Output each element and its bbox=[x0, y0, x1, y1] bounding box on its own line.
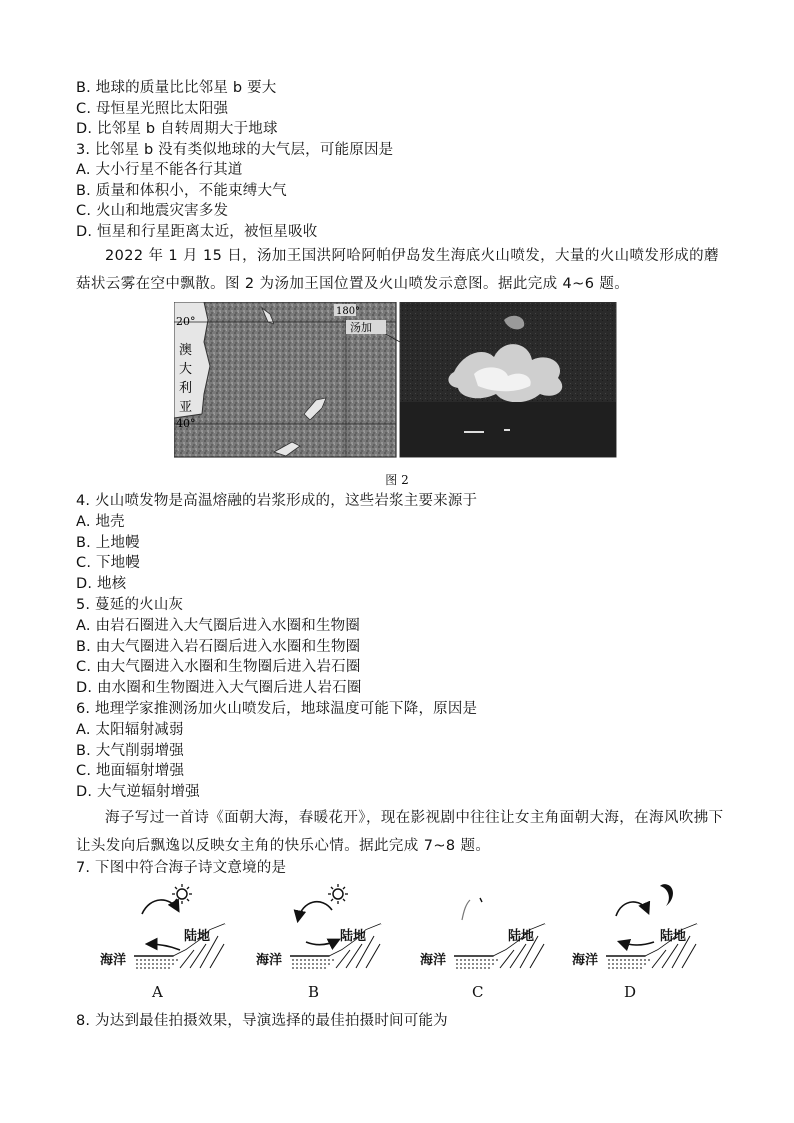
diagram-d-letter: D bbox=[624, 983, 637, 1001]
q4-option-c: C. 下地幔 bbox=[76, 555, 141, 571]
passage-volcano: 2022 年 1 月 15 日，汤加王国洪阿哈阿帕伊岛发生海底火山喷发，大量的火山喷发形成的蘑菇状云雾在空中飘散。图 2 为汤加王国位置及火山喷发示意图。据此完成 4~6 题。 bbox=[76, 248, 719, 292]
moon-icon bbox=[660, 884, 673, 906]
diagram-b-land-label: 陆地 bbox=[340, 929, 367, 944]
diagram-c bbox=[420, 898, 545, 1001]
q2-option-b: B. 地球的质量比比邻星 b 要大 bbox=[76, 80, 277, 96]
lat-20-label: 20° bbox=[176, 315, 196, 328]
q6-stem: 6. 地理学家推测汤加火山喷发后，地球温度可能下降，原因是 bbox=[76, 701, 478, 717]
australia-label-3: 利 bbox=[179, 381, 193, 396]
q5-option-b: B. 由大气圈进入岩石圈后进入水圈和生物圈 bbox=[76, 639, 361, 655]
australia-label-1: 澳 bbox=[179, 343, 193, 358]
australia-label-4: 亚 bbox=[179, 400, 193, 415]
q2-option-c: C. 母恒星光照比太阳强 bbox=[76, 101, 229, 117]
sun-icon bbox=[172, 884, 192, 904]
q3-option-a: A. 大小行星不能各行其道 bbox=[76, 162, 243, 178]
q3-stem: 3. 比邻星 b 没有类似地球的大气层，可能原因是 bbox=[76, 142, 394, 158]
q5-stem: 5. 蔓延的火山灰 bbox=[76, 597, 184, 613]
q4-option-b: B. 上地幔 bbox=[76, 535, 140, 551]
diagram-a bbox=[100, 884, 225, 1001]
q6-option-c: C. 地面辐射增强 bbox=[76, 763, 185, 779]
q5-option-a: A. 由岩石圈进入大气圈后进入水圈和生物圈 bbox=[76, 618, 361, 634]
q2-option-d: D. 比邻星 b 自转周期大于地球 bbox=[76, 121, 278, 137]
figure-2-caption: 图 2 bbox=[385, 473, 409, 487]
q5-option-d: D. 由水圈和生物圈进入大气圈后进人岩石圈 bbox=[76, 680, 362, 696]
q3-option-b: B. 质量和体积小，不能束缚大气 bbox=[76, 183, 287, 199]
lat-40-label: 40° bbox=[176, 417, 196, 430]
q6-option-d: D. 大气逆辐射增强 bbox=[76, 784, 200, 800]
eruption-photo bbox=[400, 302, 616, 457]
q4-option-d: D. 地核 bbox=[76, 576, 127, 592]
diagram-a-sea-label: 海洋 bbox=[100, 953, 127, 968]
diagram-b bbox=[256, 884, 381, 1001]
q3-option-d: D. 恒星和行星距离太近，被恒星吸收 bbox=[76, 224, 318, 240]
figure-2 bbox=[174, 302, 620, 458]
sea-breeze-diagrams bbox=[90, 880, 710, 1004]
diagram-c-letter: C bbox=[472, 983, 484, 1001]
q6-option-b: B. 大气削弱增强 bbox=[76, 743, 184, 759]
sun-icon bbox=[328, 884, 348, 904]
q3-option-c: C. 火山和地震灾害多发 bbox=[76, 203, 229, 219]
q5-option-c: C. 由大气圈进入水圈和生物圈后进入岩石圈 bbox=[76, 659, 361, 675]
tonga-label: 汤加 bbox=[350, 321, 372, 334]
q4-stem: 4. 火山喷发物是高温熔融的岩浆形成的，这些岩浆主要来源于 bbox=[76, 493, 478, 509]
diagram-c-sea-label: 海洋 bbox=[420, 953, 447, 968]
q8-stem: 8. 为达到最佳拍摄效果，导演选择的最佳拍摄时间可能为 bbox=[76, 1013, 448, 1029]
diagram-d-sea-label: 海洋 bbox=[572, 953, 599, 968]
diagram-a-land-label: 陆地 bbox=[184, 929, 211, 944]
q7-stem: 7. 下图中符合海子诗文意境的是 bbox=[76, 860, 287, 876]
q6-option-a: A. 太阳辐射减弱 bbox=[76, 722, 184, 738]
diagram-d bbox=[572, 884, 697, 1001]
diagram-b-sea-label: 海洋 bbox=[256, 953, 283, 968]
location-map bbox=[174, 302, 400, 457]
passage-haizi: 海子写过一首诗《面朝大海，春暖花开》，现在影视剧中往往让女主角面朝大海，在海风吹拂下让头发向后飘逸以反映女主角的快乐心情。据此完成 7~8 题。 bbox=[76, 810, 724, 854]
diagram-d-land-label: 陆地 bbox=[660, 929, 687, 944]
q4-option-a: A. 地壳 bbox=[76, 514, 125, 530]
lon-180-label: 180° bbox=[336, 306, 361, 317]
diagram-a-letter: A bbox=[152, 983, 163, 1001]
australia-label-2: 大 bbox=[179, 362, 193, 377]
diagram-b-letter: B bbox=[308, 983, 320, 1001]
diagram-c-land-label: 陆地 bbox=[508, 929, 535, 944]
